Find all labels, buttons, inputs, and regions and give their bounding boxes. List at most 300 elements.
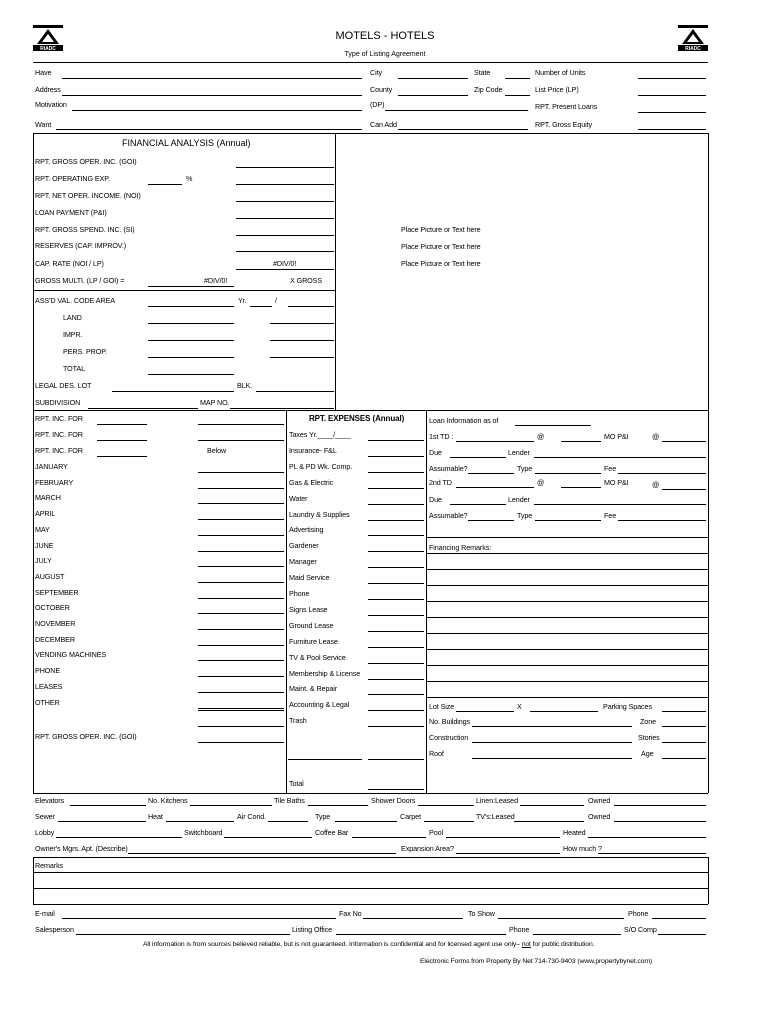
expense-item-label: Furniture Lease — [289, 637, 338, 646]
expense-item-field[interactable] — [368, 631, 424, 632]
lot-field[interactable] — [112, 391, 234, 392]
divider — [33, 793, 708, 794]
land-field[interactable] — [148, 323, 234, 324]
financing-remarks-line[interactable] — [426, 601, 708, 602]
divider — [33, 857, 708, 858]
percent-label: % — [186, 174, 193, 183]
inc-for-value[interactable] — [198, 424, 284, 425]
income-goi-field[interactable] — [198, 742, 284, 743]
can-add-label: Can Add — [370, 120, 397, 129]
address-field[interactable] — [62, 95, 362, 96]
expense-item-label: Advertising — [289, 525, 324, 534]
yr-field[interactable] — [250, 306, 272, 307]
income-blank-field[interactable] — [198, 726, 284, 727]
income-month-field[interactable] — [198, 535, 284, 536]
first-td-pi-field[interactable] — [662, 441, 706, 442]
motivation-label: Motivation — [35, 100, 67, 109]
parking-label: Parking Spaces — [603, 702, 652, 711]
income-month-field[interactable] — [198, 488, 284, 489]
due-label: Due — [429, 448, 442, 457]
type-label: Type — [517, 464, 533, 473]
elevators-field[interactable] — [70, 805, 146, 806]
have-field[interactable] — [62, 78, 362, 79]
motivation-field[interactable] — [72, 110, 362, 111]
owners-field[interactable] — [128, 853, 396, 854]
expense-item-field[interactable] — [368, 615, 424, 616]
picture-placeholder[interactable]: Place Picture or Text here — [401, 225, 481, 234]
switchboard-field[interactable] — [224, 837, 312, 838]
below-label: Below — [207, 446, 227, 455]
expansion-label: Expansion Area? — [401, 844, 454, 853]
impr-field[interactable] — [148, 340, 234, 341]
lender-label: Lender — [508, 495, 530, 504]
map-field[interactable] — [230, 408, 334, 409]
kitchens-field[interactable] — [190, 805, 272, 806]
second-td-field[interactable] — [456, 487, 534, 488]
expense-item-field[interactable] — [368, 440, 424, 441]
total-label: TOTAL — [63, 364, 85, 373]
fee-label: Fee — [604, 511, 617, 520]
due-label: Due — [429, 495, 442, 504]
fee-field[interactable] — [618, 473, 706, 474]
type-label: Type — [315, 812, 331, 821]
income-month-label: JANUARY — [35, 462, 68, 471]
buildings-field[interactable] — [472, 726, 632, 727]
financing-remarks-label: Financing Remarks: — [429, 543, 492, 552]
gm-field[interactable] — [148, 286, 234, 287]
reserves-label: RESERVES (CAP. IMPROV.) — [35, 241, 127, 250]
income-month-field[interactable] — [198, 676, 284, 677]
phone-label: Phone — [509, 925, 530, 934]
code-area-field[interactable] — [148, 306, 234, 307]
construction-label: Construction — [429, 733, 469, 742]
at-label: @ — [652, 432, 660, 441]
income-month-field[interactable] — [198, 660, 284, 661]
frame-right — [708, 133, 709, 793]
financing-remarks-line[interactable] — [426, 585, 708, 586]
expenses-total-field[interactable] — [368, 789, 424, 790]
zone-field[interactable] — [662, 726, 706, 727]
first-td-rate-field[interactable] — [561, 441, 601, 442]
salesperson-field[interactable] — [76, 934, 290, 935]
pi-field[interactable] — [236, 218, 334, 219]
blk-label: BLK. — [237, 381, 253, 390]
lot-size-label: Lot Size — [429, 702, 455, 711]
expense-item-field[interactable] — [368, 694, 424, 695]
picture-placeholder[interactable]: Place Picture or Text here — [401, 242, 481, 251]
heat-label: Heat — [148, 812, 163, 821]
yr-label: Yr. — [238, 296, 247, 305]
pers-label: PERS. PROP. — [63, 347, 107, 356]
type-field[interactable] — [535, 520, 601, 521]
subdivision-label: SUBDIVISION — [35, 398, 81, 407]
income-month-field[interactable] — [198, 519, 284, 520]
expense-item-field[interactable] — [368, 472, 424, 473]
income-month-label: PHONE — [35, 666, 61, 675]
x-label: X — [517, 702, 522, 711]
phone-field[interactable] — [533, 934, 621, 935]
second-td-pi-field[interactable] — [662, 489, 706, 490]
map-label: MAP NO. — [200, 398, 230, 407]
expense-item-field[interactable] — [368, 679, 424, 680]
city-label: City — [370, 68, 382, 77]
divider — [33, 410, 708, 411]
expense-item-label: Taxes Yr.____/____ — [289, 430, 351, 439]
income-month-field[interactable] — [198, 566, 284, 567]
gross-equity-field[interactable] — [638, 129, 706, 130]
second-td-rate-field[interactable] — [561, 487, 601, 488]
expense-item-label: Phone — [289, 589, 310, 598]
expense-item-field[interactable] — [368, 504, 424, 505]
divider — [286, 410, 287, 793]
lender-label: Lender — [508, 448, 530, 457]
income-month-label: AUGUST — [35, 572, 65, 581]
assumable-label: Assumable? — [429, 511, 468, 520]
frame-left — [33, 857, 34, 904]
cap-value: #DIV/0! — [273, 259, 297, 268]
income-month-label: OTHER — [35, 698, 60, 707]
income-month-label: JULY — [35, 556, 52, 565]
si-field[interactable] — [236, 235, 334, 236]
tvs-field[interactable] — [514, 821, 584, 822]
so-comp-field[interactable] — [658, 934, 706, 935]
assumable-field[interactable] — [468, 520, 514, 521]
construction-field[interactable] — [472, 742, 632, 743]
income-month-label: FEBRUARY — [35, 478, 74, 487]
present-loans-label: RPT. Present Loans — [535, 102, 598, 111]
roof-field[interactable] — [472, 758, 632, 759]
list-price-label: List Price (LP) — [535, 85, 579, 94]
income-month-field[interactable] — [198, 613, 284, 614]
expense-item-field[interactable] — [368, 456, 424, 457]
county-label: County — [370, 85, 393, 94]
coffee-label: Coffee Bar — [315, 828, 349, 837]
aircond-label: Air Cond. — [237, 812, 267, 821]
income-month-field[interactable] — [198, 708, 284, 709]
picture-placeholder[interactable]: Place Picture or Text here — [401, 259, 481, 268]
pers-field-2[interactable] — [270, 357, 334, 358]
have-label: Have — [35, 68, 52, 77]
income-month-label: DECEMBER — [35, 635, 75, 644]
expense-item-label: Gardener — [289, 541, 319, 550]
to-show-field[interactable] — [498, 918, 624, 919]
subdivision-field[interactable] — [88, 408, 198, 409]
yr-slash: / — [275, 296, 277, 305]
inc-for-label: RPT. INC. FOR — [35, 414, 83, 423]
heated-field[interactable] — [588, 837, 706, 838]
state-label: State — [474, 68, 491, 77]
financing-remarks-line[interactable] — [426, 553, 708, 554]
expenses-heading: RPT. EXPENSES (Annual) — [309, 414, 405, 423]
zone-label: Zone — [640, 717, 656, 726]
expense-item-label: Maint. & Repair — [289, 684, 338, 693]
present-loans-field[interactable] — [638, 112, 706, 113]
divider — [33, 62, 708, 63]
linen-label: Linen:Leased — [476, 796, 518, 805]
expense-item-label: Trash — [289, 716, 307, 725]
impr-label: IMPR. — [63, 330, 83, 339]
expense-item-label: Maid Service — [289, 573, 330, 582]
financing-remarks-line[interactable] — [426, 697, 708, 698]
si-label: RPT. GROSS SPEND. INC. (SI) — [35, 225, 135, 234]
income-month-label: OCTOBER — [35, 603, 70, 612]
expense-item-label: Insurance- F&L — [289, 446, 337, 455]
goi-label: RPT. GROSS OPER. INC. (GOI) — [35, 157, 137, 166]
expense-item-field[interactable] — [368, 663, 424, 664]
pool-label: Pool — [429, 828, 443, 837]
remarks-line[interactable] — [33, 904, 708, 905]
dp-field[interactable] — [385, 110, 528, 111]
first-td-field[interactable] — [456, 441, 534, 442]
so-comp-label: S/O Comp — [624, 925, 657, 934]
divider — [33, 133, 708, 134]
pers-field[interactable] — [148, 357, 234, 358]
assumable-field[interactable] — [468, 473, 514, 474]
parking-field[interactable] — [662, 711, 706, 712]
elevators-label: Elevators — [35, 796, 65, 805]
first-td-label: 1st TD : — [429, 432, 454, 441]
legal-label: LEGAL DES. LOT — [35, 381, 92, 390]
op-exp-field[interactable] — [236, 184, 334, 185]
financial-heading: FINANCIAL ANALYSIS (Annual) — [122, 138, 251, 148]
total-field[interactable] — [148, 374, 234, 375]
type-field[interactable] — [535, 473, 601, 474]
lender-field[interactable] — [534, 457, 706, 458]
coffee-field[interactable] — [352, 837, 426, 838]
due-field[interactable] — [450, 457, 506, 458]
income-blank-field[interactable] — [198, 710, 284, 711]
frame-left — [33, 133, 34, 793]
expense-item-label: Membership & License — [289, 669, 361, 678]
want-label: Want — [35, 120, 52, 129]
salesperson-label: Salesperson — [35, 925, 74, 934]
loan-date-field[interactable] — [515, 425, 591, 426]
pi-label: LOAN PAYMENT (P&I) — [35, 208, 107, 217]
expense-blank-field[interactable] — [288, 759, 362, 760]
land-label: LAND — [63, 313, 82, 322]
reserves-field[interactable] — [236, 251, 334, 252]
expense-item-label: Water — [289, 494, 308, 503]
buildings-label: No. Buildings — [429, 717, 471, 726]
frame-right — [708, 857, 709, 904]
tile-label: Tile Baths — [274, 796, 305, 805]
income-month-field[interactable] — [198, 503, 284, 504]
income-goi-label: RPT. GROSS OPER. INC. (GOI) — [35, 732, 137, 741]
income-month-label: LEASES — [35, 682, 63, 691]
divider — [335, 133, 336, 410]
income-month-label: VENDING MACHINES — [35, 650, 107, 659]
owned-label: Owned — [588, 796, 611, 805]
zip-label: Zip Code — [474, 85, 503, 94]
gm-value: #DIV/0! — [204, 276, 228, 285]
expenses-total-label: Total — [289, 779, 304, 788]
zip-field[interactable] — [505, 95, 530, 96]
svg-text:RIADC: RIADC — [40, 46, 56, 51]
remarks-line[interactable] — [33, 888, 708, 889]
aircond-field[interactable] — [268, 821, 308, 822]
dp-label: (DP) — [370, 100, 385, 109]
expense-item-label: Accounting & Legal — [289, 700, 350, 709]
inc-for-label: RPT. INC. FOR — [35, 446, 83, 455]
expense-item-label: Gas & Electric — [289, 478, 334, 487]
income-month-field[interactable] — [198, 692, 284, 693]
expense-item-field[interactable] — [368, 583, 424, 584]
noi-label: RPT. NET OPER. INCOME. (NOI) — [35, 191, 141, 200]
how-much-field[interactable] — [598, 853, 706, 854]
address-label: Address — [35, 85, 61, 94]
yr-field-2[interactable] — [288, 306, 334, 307]
phone-label: Phone — [628, 909, 649, 918]
roof-label: Roof — [429, 749, 444, 758]
shower-label: Shower Doors — [371, 796, 416, 805]
shower-field[interactable] — [418, 805, 474, 806]
income-month-label: SEPTEMBER — [35, 588, 79, 597]
financing-remarks-line[interactable] — [426, 617, 708, 618]
disclaimer: All information is from sources believed reliable, but is not guaranteed. Information is confidential and for licensed agent use only– not for public distribution. — [143, 941, 595, 948]
gross-equity-label: RPT. Gross Equity — [535, 120, 593, 129]
fee-label: Fee — [604, 464, 617, 473]
lobby-label: Lobby — [35, 828, 55, 837]
expense-item-field[interactable] — [368, 535, 424, 536]
expansion-field[interactable] — [456, 853, 560, 854]
cap-field[interactable] — [236, 269, 334, 270]
income-month-field[interactable] — [198, 598, 284, 599]
mo-pi-label: MO P&I — [604, 432, 629, 441]
listing-office-field[interactable] — [336, 934, 506, 935]
owned-label: Owned — [588, 812, 611, 821]
loan-heading: Loan Information as of — [429, 416, 499, 425]
expense-item-field[interactable] — [368, 647, 424, 648]
units-field[interactable] — [638, 78, 706, 79]
list-price-field[interactable] — [638, 95, 706, 96]
noi-field[interactable] — [236, 201, 334, 202]
due-field[interactable] — [450, 504, 506, 505]
at-label: @ — [537, 478, 545, 487]
remarks-line[interactable] — [33, 872, 708, 873]
listing-office-label: Listing Office — [292, 925, 333, 934]
heated-label: Heated — [563, 828, 586, 837]
expense-item-label: Manager — [289, 557, 317, 566]
expense-item-field[interactable] — [368, 726, 424, 727]
county-field[interactable] — [398, 95, 468, 96]
stories-label: Stories — [638, 733, 660, 742]
email-field[interactable] — [62, 918, 336, 919]
fee-field[interactable] — [618, 520, 706, 521]
expense-blank-value[interactable] — [368, 759, 424, 760]
linen-field[interactable] — [520, 805, 584, 806]
mo-pi-label: MO P&I — [604, 478, 629, 487]
impr-field-2[interactable] — [270, 340, 334, 341]
email-label: E-mail — [35, 909, 55, 918]
stories-field[interactable] — [662, 742, 706, 743]
units-label: Number of Units — [535, 68, 586, 77]
inc-for-field[interactable] — [97, 456, 147, 457]
at-label: @ — [537, 432, 545, 441]
lot-size-field-2[interactable] — [530, 711, 598, 712]
income-month-label: MARCH — [35, 493, 61, 502]
phone-field[interactable] — [652, 918, 706, 919]
income-month-field[interactable] — [198, 472, 284, 473]
income-month-label: APRIL — [35, 509, 56, 518]
blk-field[interactable] — [256, 391, 334, 392]
inc-for-field[interactable] — [97, 440, 147, 441]
financing-remarks-line[interactable] — [426, 649, 708, 650]
type-field[interactable] — [335, 821, 397, 822]
pool-field[interactable] — [446, 837, 560, 838]
fax-label: Fax No — [339, 909, 362, 918]
divider — [33, 290, 335, 291]
carpet-field[interactable] — [424, 821, 474, 822]
op-exp-label: RPT. OPERATING EXP. — [35, 174, 110, 183]
lobby-field[interactable] — [56, 837, 182, 838]
second-td-label: 2nd TD — [429, 478, 452, 487]
credit-line: Electronic Forms from Property By Net 714-730-9403 (www.propertybynet.com) — [420, 958, 653, 965]
to-show-label: To Show — [468, 909, 495, 918]
type-label: Type — [517, 511, 533, 520]
can-add-field[interactable] — [398, 129, 528, 130]
income-month-field[interactable] — [198, 629, 284, 630]
goi-field[interactable] — [236, 167, 334, 168]
heat-field[interactable] — [166, 821, 234, 822]
age-field[interactable] — [662, 758, 706, 759]
inc-for-value[interactable] — [198, 440, 284, 441]
inc-for-field[interactable] — [97, 424, 147, 425]
financing-remarks-line[interactable] — [426, 665, 708, 666]
financing-remarks-line[interactable] — [426, 569, 708, 570]
state-field[interactable] — [505, 78, 530, 79]
owned-field[interactable] — [614, 805, 706, 806]
expense-item-field[interactable] — [368, 567, 424, 568]
tile-field[interactable] — [308, 805, 368, 806]
expense-item-label: PL & PD Wk. Comp. — [289, 462, 353, 471]
financing-remarks-line[interactable] — [426, 633, 708, 634]
expense-item-field[interactable] — [368, 488, 424, 489]
op-exp-pct-field[interactable] — [148, 184, 182, 185]
expense-item-field[interactable] — [368, 599, 424, 600]
expense-item-label: TV & Pool Service — [289, 653, 346, 662]
how-much-label: How much ? — [563, 844, 602, 853]
lot-size-field[interactable] — [456, 711, 514, 712]
lender-field[interactable] — [534, 504, 706, 505]
expense-item-field[interactable] — [368, 520, 424, 521]
expense-item-field[interactable] — [368, 551, 424, 552]
assumable-label: Assumable? — [429, 464, 468, 473]
city-field[interactable] — [398, 78, 468, 79]
owners-label: Owner's Mgrs. Apt. (Describe) — [35, 844, 128, 853]
income-month-field[interactable] — [198, 582, 284, 583]
want-field[interactable] — [56, 129, 362, 130]
land-field-2[interactable] — [270, 323, 334, 324]
expense-item-field[interactable] — [368, 710, 424, 711]
expense-item-label: Signs Lease — [289, 605, 328, 614]
owned-field[interactable] — [614, 821, 706, 822]
inc-for-label: RPT. INC. FOR — [35, 430, 83, 439]
gm-label: GROSS MULTI. (LP / GOI) = — [35, 276, 125, 285]
assd-label: ASS'D VAL. CODE AREA — [35, 296, 115, 305]
carpet-label: Carpet — [400, 812, 421, 821]
page-title: MOTELS - HOTELS — [335, 30, 435, 42]
income-month-label: JUNE — [35, 541, 54, 550]
financing-remarks-line[interactable] — [426, 681, 708, 682]
sewer-field[interactable] — [58, 821, 146, 822]
fax-field[interactable] — [363, 918, 463, 919]
income-month-label: NOVEMBER — [35, 619, 76, 628]
income-month-field[interactable] — [198, 551, 284, 552]
income-month-field[interactable] — [198, 645, 284, 646]
cap-label: CAP. RATE (NOI / LP) — [35, 259, 104, 268]
divider — [426, 537, 708, 538]
tvs-label: TV's:Leased — [476, 812, 515, 821]
